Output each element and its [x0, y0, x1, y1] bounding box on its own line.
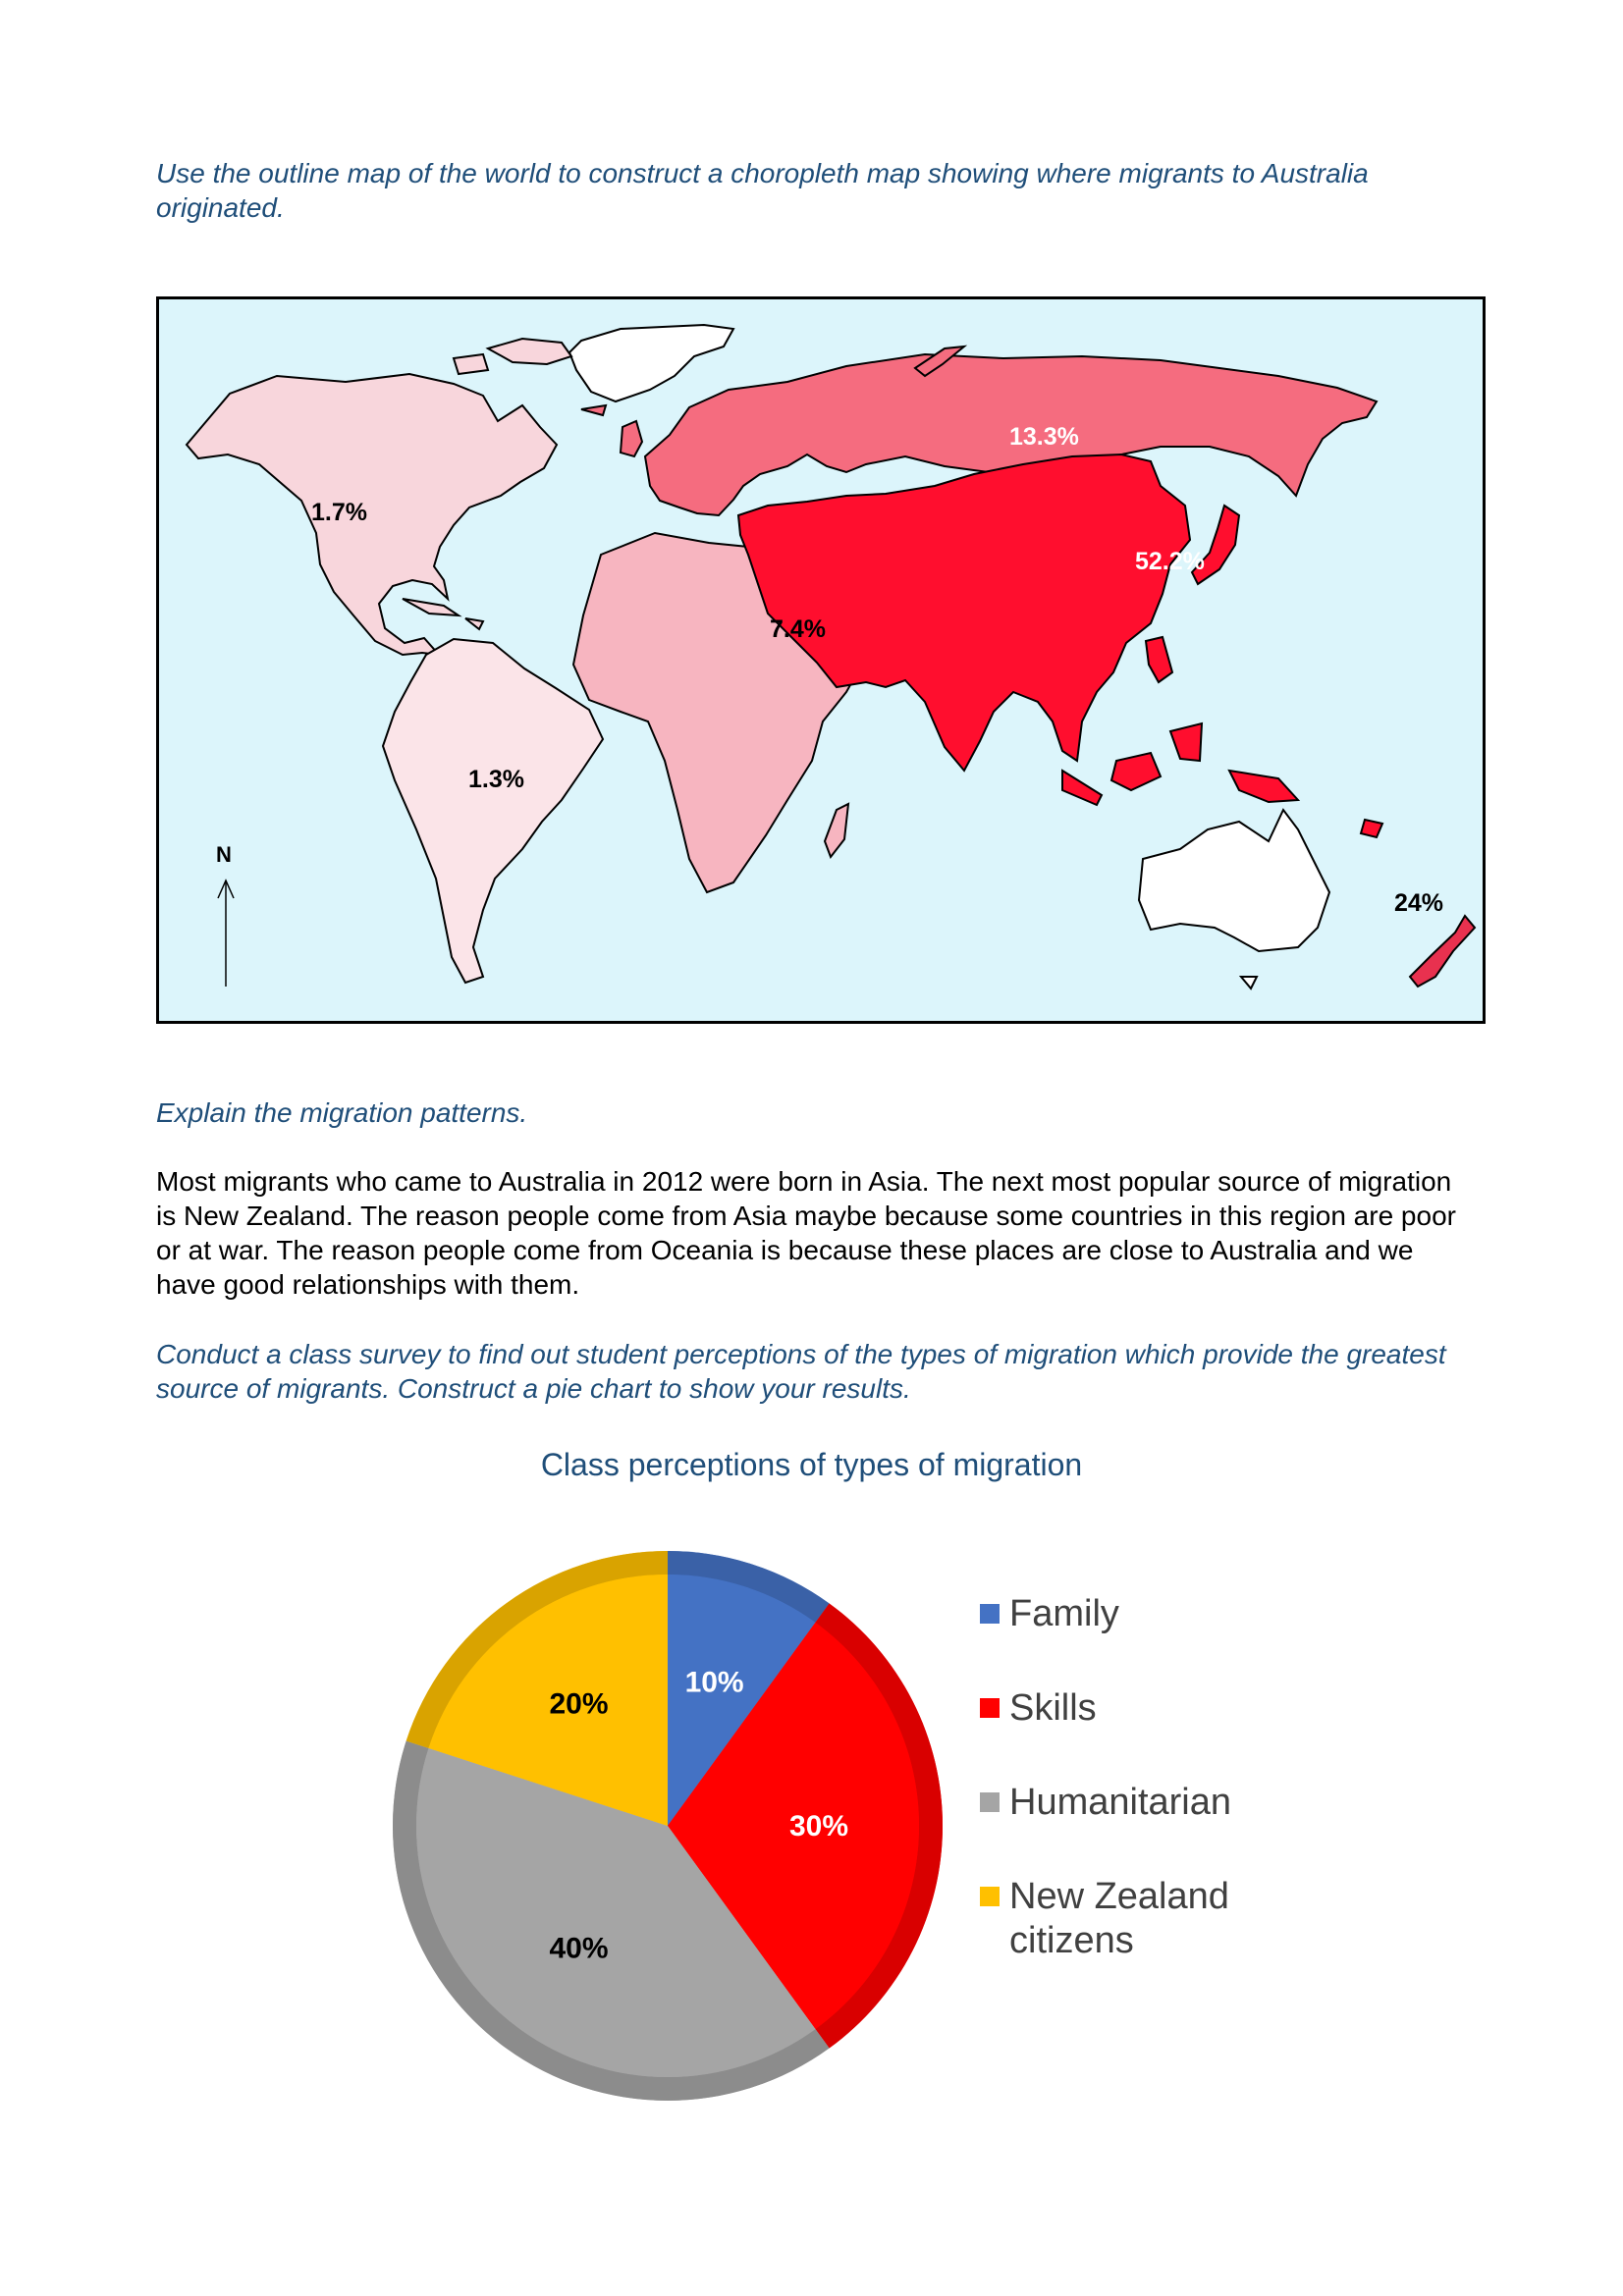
label-north-america: 1.7%: [311, 499, 367, 526]
region-arctic-islands: [454, 339, 571, 374]
label-africa: 7.4%: [770, 615, 826, 643]
label-asia: 52.2%: [1135, 548, 1205, 575]
pie-label-1: 30%: [788, 1810, 849, 1842]
region-uk: [581, 405, 642, 456]
region-north-america: [187, 374, 557, 655]
region-australia: [1139, 810, 1329, 988]
pie-label-3: 20%: [549, 1687, 609, 1721]
pie-chart: [373, 1531, 962, 2125]
region-madagascar: [825, 804, 848, 857]
pie-label-2: 40%: [549, 1932, 609, 1965]
chart-title: Class perceptions of types of migration: [540, 1447, 1083, 1482]
legend-label: Family: [1009, 1593, 1119, 1634]
label-south-america: 1.3%: [468, 766, 524, 793]
pie-label-0: 10%: [684, 1666, 744, 1699]
region-new-zealand: [1410, 916, 1475, 987]
legend-swatch: [980, 1604, 1000, 1624]
legend-label: New Zealand citizens: [1009, 1876, 1229, 1961]
legend-swatch: [980, 1792, 1000, 1812]
region-caribbean: [403, 599, 483, 629]
compass-n-label: N: [216, 842, 232, 867]
legend-swatch: [980, 1698, 1000, 1718]
region-pacific-islands: [1361, 820, 1382, 837]
choropleth-map: [156, 296, 1486, 1024]
label-europe-russia: 13.3%: [1009, 423, 1079, 451]
region-south-america: [383, 639, 603, 983]
answer-paragraph: Most migrants who came to Australia in 2012 were born in Asia. The next most popular source of migration is New Zealand. The reason people come from Asia maybe because some countries in this region are poor or at war. The reason people come from Oceania is because these places are close to Australia and we have good relationships with them.: [156, 1166, 1456, 1300]
question-map: Use the outline map of the world to construct a choropleth map showing where migrants to Australia originated.: [156, 158, 1369, 223]
question-survey: Conduct a class survey to find out student perceptions of the types of migration which provide the greatest source of migrants. Construct a pie chart to show your results.: [156, 1339, 1446, 1404]
question-explain: Explain the migration patterns.: [156, 1097, 528, 1128]
region-greenland: [569, 325, 733, 401]
legend-swatch: [980, 1887, 1000, 1906]
legend-label: Skills: [1009, 1687, 1097, 1729]
label-oceania: 24%: [1394, 889, 1444, 917]
legend-label: Humanitarian: [1009, 1782, 1231, 1823]
